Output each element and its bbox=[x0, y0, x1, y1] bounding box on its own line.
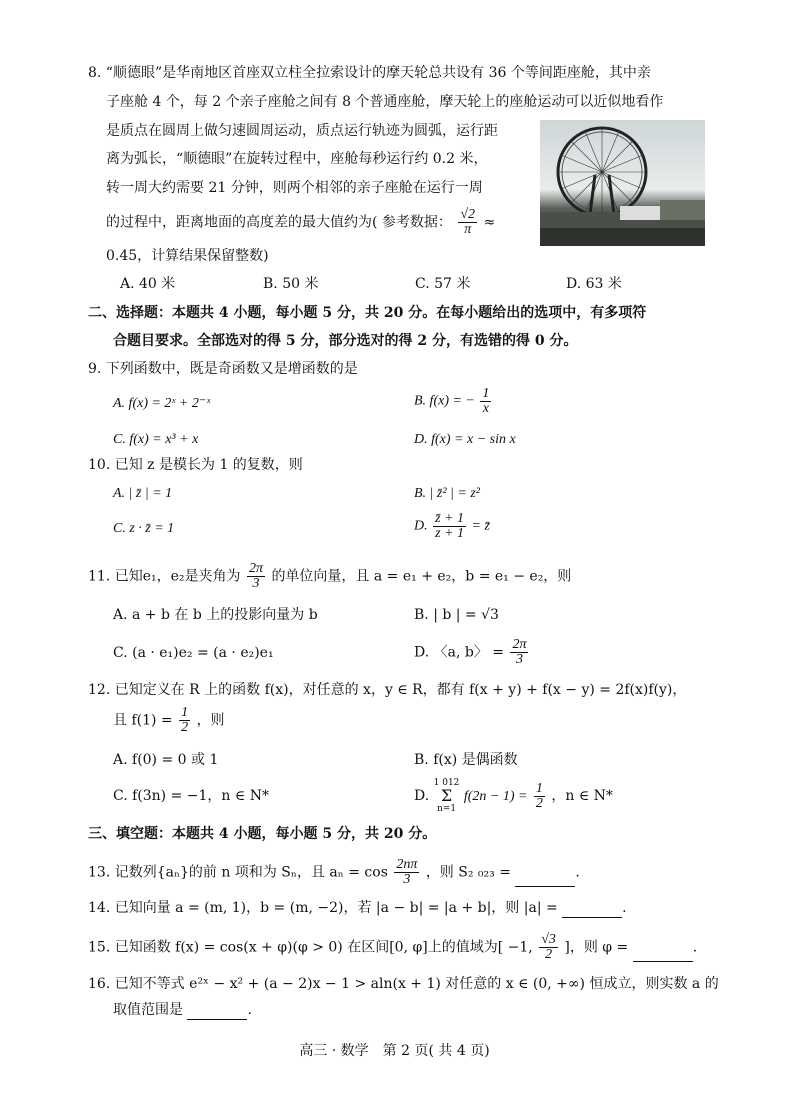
q16-end: . bbox=[247, 1002, 252, 1018]
q8-line-6-text: 的过程中，距离地面的高度差的最大值约为( 参考数据： bbox=[106, 214, 452, 231]
q9-option-a: A. f(x) = 2ˣ + 2⁻ˣ bbox=[113, 396, 211, 411]
q8-option-c: C. 57 米 bbox=[415, 276, 471, 292]
q8-line-6 bbox=[106, 208, 495, 237]
q13-post: ，则 S₂ ₀₂₃ = bbox=[425, 864, 511, 881]
section-2-heading-line-2: 合题目要求。全部选对的得 5 分，部分选对的得 2 分，有选错的得 0 分。 bbox=[113, 333, 578, 349]
q15 bbox=[88, 933, 697, 962]
q11-option-a: A. a + b 在 b 上的投影向量为 b bbox=[113, 607, 318, 623]
q14-answer-blank[interactable] bbox=[562, 903, 622, 918]
q8-reference-fraction: $\frac{√2}{\pi}$ bbox=[460, 207, 476, 237]
q16-line-2-pre: 取值范围是 bbox=[113, 1002, 183, 1018]
q8-line-5: 转一周大约需要 21 分钟，则两个相邻的亲子座舱在运行一周 bbox=[106, 180, 483, 196]
q9-option-d: D. f(x) = x − sin x bbox=[414, 432, 516, 447]
q12-option-d-expression: f(2n − 1) = bbox=[463, 789, 528, 804]
q14-pre: 14. 已知向量 a = (m, 1)，b = (m, −2)，若 |a − b| = |a + b|，则 |a| = bbox=[88, 900, 558, 916]
q9-option-b bbox=[414, 387, 493, 416]
q9-stem: 9. 下列函数中，既是奇函数又是增函数的是 bbox=[88, 361, 358, 377]
q8-option-a: A. 40 米 bbox=[120, 276, 176, 292]
q12-option-d-fraction: $\frac{1}{2}$ bbox=[535, 780, 543, 811]
ferris-wheel-photo bbox=[540, 120, 705, 246]
q8-line-4: 离为弧长，“顺德眼”在旋转过程中，座舱每秒运行约 0.2 米， bbox=[106, 151, 488, 167]
section-3-heading: 三、填空题：本题共 4 小题，每小题 5 分，共 20 分。 bbox=[88, 826, 437, 842]
q12-option-b: B. f(x) 是偶函数 bbox=[414, 752, 518, 768]
ferris-wheel-illustration bbox=[540, 120, 705, 246]
q8-line-1: 8. “顺德眼”是华南地区首座双立柱全拉索设计的摩天轮总共设有 36 个等间距座舱，其中亲 bbox=[88, 65, 651, 81]
q12-option-d-domain: ，n ∈ N* bbox=[551, 788, 613, 804]
q11-angle-fraction: $\frac{2\pi}{3}$ bbox=[248, 561, 263, 591]
q15-post: ]，则 φ = bbox=[564, 939, 629, 956]
q8-line-2: 子座舱 4 个，每 2 个亲子座舱之间有 8 个普通座舱，摩天轮上的座舱运动可以近似地看作 bbox=[106, 94, 664, 110]
q10-option-c: C. z · z̄ = 1 bbox=[113, 521, 175, 536]
q10-option-d-fraction: $\frac{z̄ + 1}{z + 1}$ bbox=[435, 511, 465, 541]
q13-pre: 13. 记数列{aₙ}的前 n 项和为 Sₙ，且 aₙ = cos bbox=[88, 864, 388, 881]
q11-option-d-fraction: $\frac{2\pi}{3}$ bbox=[512, 637, 527, 667]
q15-fraction: $\frac{√3}{2}$ bbox=[541, 932, 556, 962]
q8-approx-symbol: ≈ bbox=[483, 214, 496, 231]
q12-f1-fraction: $\frac{1}{2}$ bbox=[181, 705, 189, 735]
q12-line-2 bbox=[113, 706, 225, 735]
q12-option-a: A. f(0) = 0 或 1 bbox=[113, 752, 219, 768]
q15-end: . bbox=[692, 939, 698, 956]
q16-answer-blank[interactable] bbox=[187, 1005, 247, 1020]
q12-line-2-post: ，则 bbox=[196, 712, 225, 729]
q9-option-c: C. f(x) = x³ + x bbox=[113, 432, 199, 447]
q11-stem-pre: 11. 已知e₁，e₂是夹角为 bbox=[88, 568, 241, 585]
q13 bbox=[88, 858, 580, 887]
q11-option-c: C. (a · e₁)e₂ = (a · e₂)e₁ bbox=[113, 645, 274, 661]
q10-option-d bbox=[414, 512, 490, 541]
q12-option-d-label: D. bbox=[414, 788, 430, 804]
q11-option-d bbox=[414, 638, 530, 667]
q12-option-c: C. f(3n) = −1，n ∈ N* bbox=[113, 788, 269, 804]
q11-stem bbox=[88, 562, 571, 591]
q10-option-a: A. | z̄ | = 1 bbox=[113, 486, 173, 501]
section-2-heading: 二、选择题：本题共 4 小题，每小题 5 分，共 20 分。在每小题给出的选项中，有多项符 bbox=[88, 305, 647, 321]
q14 bbox=[88, 898, 627, 918]
q16-line-2 bbox=[113, 1000, 252, 1020]
q12-option-d bbox=[414, 778, 613, 814]
q8-option-b: B. 50 米 bbox=[263, 276, 319, 292]
q13-end: . bbox=[575, 864, 580, 881]
q15-pre: 15. 已知函数 f(x) = cos(x + φ)(φ > 0) 在区间[0, φ]上的值域为[ −1, bbox=[88, 939, 533, 956]
q11-option-b: B. | b | = √3 bbox=[414, 607, 499, 623]
q10-stem: 10. 已知 z 是模长为 1 的复数，则 bbox=[88, 457, 303, 473]
q15-answer-blank[interactable] bbox=[633, 947, 693, 962]
q10-option-d-rhs: = z̄ bbox=[471, 518, 490, 534]
q12-summation: 1 012 Σ n=1 bbox=[433, 778, 460, 814]
q12-stem: 12. 已知定义在 R 上的函数 f(x)，对任意的 x，y ∈ R，都有 f(x + y) + f(x − y) = 2f(x)f(y)， bbox=[88, 682, 687, 698]
q8-line-3: 是质点在圆周上做匀速圆周运动，质点运行轨迹为圆弧，运行距 bbox=[106, 123, 498, 139]
q14-end: . bbox=[622, 900, 627, 916]
page-footer: 高三 · 数学 第 2 页( 共 4 页) bbox=[299, 1043, 490, 1059]
q8-line-7: 0.45，计算结果保留整数) bbox=[106, 248, 269, 264]
q9-option-b-fraction: $\frac{1}{x}$ bbox=[482, 386, 490, 416]
q16-line-1: 16. 已知不等式 e²ˣ − x² + (a − 2)x − 1 > aln(x + 1) 对任意的 x ∈ (0, +∞) 恒成立，则实数 a 的 bbox=[88, 976, 719, 992]
q9-option-b-text: B. f(x) = − bbox=[414, 393, 475, 409]
q11-option-d-text: D. 〈a, b〉 = bbox=[414, 644, 505, 661]
q11-stem-post: 的单位向量，且 a = e₁ + e₂，b = e₁ − e₂，则 bbox=[271, 568, 572, 585]
q12-line-2-pre: 且 f(1) = bbox=[113, 712, 173, 729]
q13-fraction: $\frac{2n\pi}{3}$ bbox=[396, 857, 418, 887]
q10-option-d-label: D. bbox=[414, 518, 428, 534]
q8-option-d: D. 63 米 bbox=[566, 276, 622, 292]
q10-option-b: B. | z̄² | = z² bbox=[414, 486, 480, 501]
q13-answer-blank[interactable] bbox=[515, 872, 575, 887]
